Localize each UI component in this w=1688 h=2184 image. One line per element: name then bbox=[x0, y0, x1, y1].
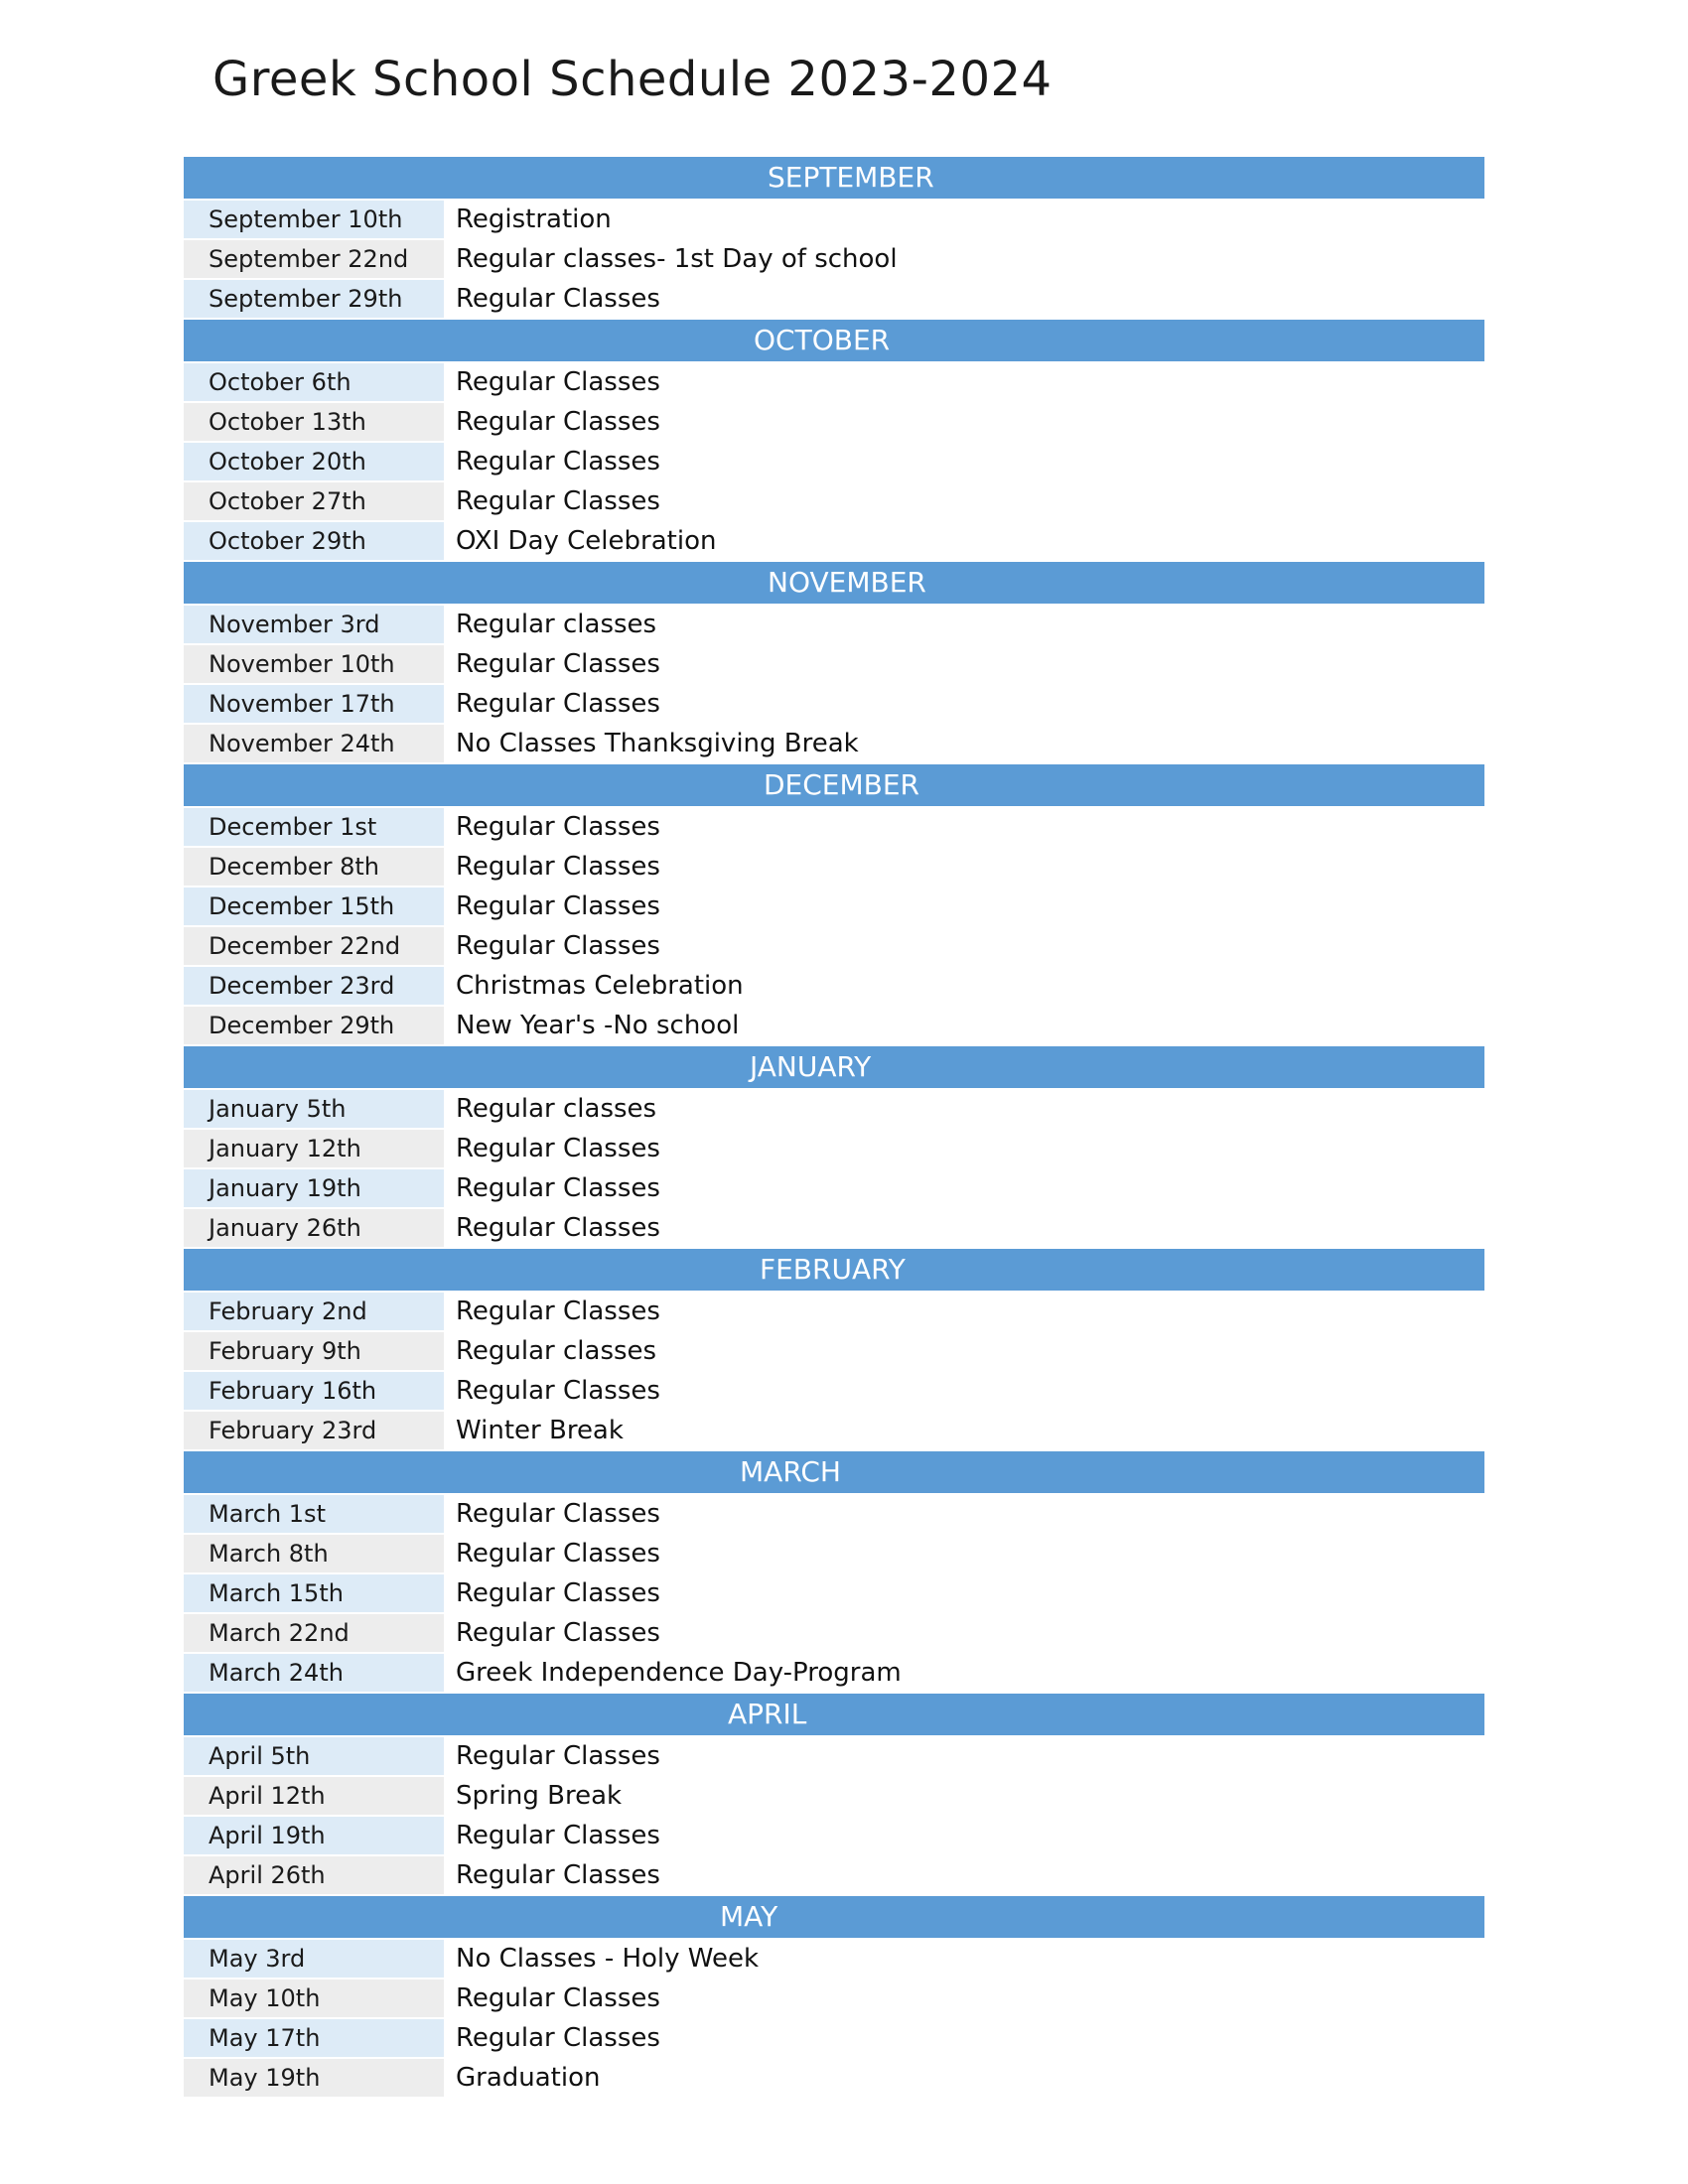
schedule-row bbox=[184, 685, 1484, 723]
event-cell: Regular Classes bbox=[456, 1499, 660, 1529]
schedule-row bbox=[184, 1979, 1484, 2017]
event-cell: Regular Classes bbox=[456, 1297, 660, 1326]
event-cell: Regular Classes bbox=[456, 1860, 660, 1890]
date-cell: May 3rd bbox=[184, 1940, 444, 1978]
date-cell: January 26th bbox=[184, 1209, 444, 1247]
month-name: APRIL bbox=[728, 1698, 807, 1730]
month-section bbox=[184, 1451, 1484, 1692]
month-header bbox=[184, 764, 1484, 806]
event-cell: Regular Classes bbox=[456, 649, 660, 679]
month-name: FEBRUARY bbox=[760, 1253, 906, 1286]
event-cell: Regular Classes bbox=[456, 891, 660, 921]
schedule-row bbox=[184, 1614, 1484, 1652]
schedule-row bbox=[184, 1332, 1484, 1370]
date-cell: January 12th bbox=[184, 1130, 444, 1167]
schedule-row bbox=[184, 363, 1484, 401]
schedule-row bbox=[184, 1777, 1484, 1815]
date-cell: March 1st bbox=[184, 1495, 444, 1533]
date-cell: October 27th bbox=[184, 482, 444, 520]
schedule-row bbox=[184, 1293, 1484, 1330]
schedule-row bbox=[184, 848, 1484, 886]
schedule-row bbox=[184, 1817, 1484, 1854]
month-header bbox=[184, 1249, 1484, 1291]
month-name: MARCH bbox=[740, 1455, 841, 1488]
month-header bbox=[184, 1896, 1484, 1938]
event-cell: Regular Classes bbox=[456, 1539, 660, 1569]
event-cell: Regular Classes bbox=[456, 1134, 660, 1163]
event-cell: Greek Independence Day-Program bbox=[456, 1658, 902, 1688]
month-name: OCTOBER bbox=[754, 324, 891, 356]
schedule-row bbox=[184, 403, 1484, 441]
month-header bbox=[184, 320, 1484, 361]
event-cell: Regular Classes bbox=[456, 1821, 660, 1850]
event-cell: Regular Classes bbox=[456, 486, 660, 516]
event-cell: Regular Classes bbox=[456, 1578, 660, 1608]
event-cell: No Classes Thanksgiving Break bbox=[456, 729, 859, 758]
event-cell: Regular classes bbox=[456, 1336, 657, 1366]
event-cell: Regular classes- 1st Day of school bbox=[456, 244, 898, 274]
schedule-row bbox=[184, 1856, 1484, 1894]
date-cell: February 2nd bbox=[184, 1293, 444, 1330]
month-header bbox=[184, 157, 1484, 199]
date-cell: September 22nd bbox=[184, 240, 444, 278]
event-cell: Winter Break bbox=[456, 1416, 624, 1445]
schedule-row bbox=[184, 443, 1484, 480]
schedule-row bbox=[184, 1737, 1484, 1775]
event-cell: Regular Classes bbox=[456, 1983, 660, 2013]
schedule-row bbox=[184, 967, 1484, 1005]
event-cell: Regular Classes bbox=[456, 852, 660, 882]
event-cell: Regular classes bbox=[456, 610, 657, 639]
event-cell: Regular Classes bbox=[456, 1741, 660, 1771]
month-name: JANUARY bbox=[750, 1050, 872, 1083]
schedule-row bbox=[184, 201, 1484, 238]
event-cell: Regular Classes bbox=[456, 1213, 660, 1243]
event-cell: Graduation bbox=[456, 2063, 601, 2093]
event-cell: Regular Classes bbox=[456, 1618, 660, 1648]
date-cell: October 20th bbox=[184, 443, 444, 480]
schedule-row bbox=[184, 482, 1484, 520]
month-header bbox=[184, 1451, 1484, 1493]
event-cell: Regular classes bbox=[456, 1094, 657, 1124]
month-section bbox=[184, 157, 1484, 318]
date-cell: December 29th bbox=[184, 1007, 444, 1044]
month-section bbox=[184, 1046, 1484, 1247]
event-cell: Registration bbox=[456, 205, 612, 234]
date-cell: September 10th bbox=[184, 201, 444, 238]
month-header bbox=[184, 562, 1484, 604]
date-cell: March 15th bbox=[184, 1574, 444, 1612]
date-cell: December 15th bbox=[184, 887, 444, 925]
schedule-row bbox=[184, 1495, 1484, 1533]
event-cell: No Classes - Holy Week bbox=[456, 1944, 760, 1974]
date-cell: April 26th bbox=[184, 1856, 444, 1894]
schedule-row bbox=[184, 1007, 1484, 1044]
event-cell: Christmas Celebration bbox=[456, 971, 744, 1001]
month-name: DECEMBER bbox=[764, 768, 920, 801]
schedule-row bbox=[184, 927, 1484, 965]
schedule-row bbox=[184, 1372, 1484, 1410]
schedule-row bbox=[184, 1209, 1484, 1247]
event-cell: Regular Classes bbox=[456, 2023, 660, 2053]
date-cell: May 19th bbox=[184, 2059, 444, 2097]
month-section bbox=[184, 320, 1484, 560]
schedule-table bbox=[184, 157, 1484, 2099]
schedule-row bbox=[184, 1090, 1484, 1128]
page-title: Greek School Schedule 2023-2024 bbox=[212, 52, 1053, 107]
event-cell: Spring Break bbox=[456, 1781, 623, 1811]
date-cell: January 5th bbox=[184, 1090, 444, 1128]
event-cell: OXI Day Celebration bbox=[456, 526, 717, 556]
date-cell: November 24th bbox=[184, 725, 444, 762]
schedule-row bbox=[184, 2059, 1484, 2097]
schedule-row bbox=[184, 645, 1484, 683]
schedule-row bbox=[184, 2019, 1484, 2057]
date-cell: November 3rd bbox=[184, 606, 444, 643]
schedule-row bbox=[184, 1535, 1484, 1572]
schedule-row bbox=[184, 808, 1484, 846]
month-section bbox=[184, 562, 1484, 762]
date-cell: December 8th bbox=[184, 848, 444, 886]
schedule-row bbox=[184, 1940, 1484, 1978]
month-name: MAY bbox=[720, 1900, 778, 1933]
event-cell: New Year's -No school bbox=[456, 1011, 740, 1040]
schedule-row bbox=[184, 725, 1484, 762]
date-cell: April 19th bbox=[184, 1817, 444, 1854]
date-cell: January 19th bbox=[184, 1169, 444, 1207]
date-cell: May 10th bbox=[184, 1979, 444, 2017]
date-cell: May 17th bbox=[184, 2019, 444, 2057]
date-cell: February 23rd bbox=[184, 1412, 444, 1449]
date-cell: November 17th bbox=[184, 685, 444, 723]
event-cell: Regular Classes bbox=[456, 447, 660, 477]
month-name: SEPTEMBER bbox=[768, 161, 934, 194]
event-cell: Regular Classes bbox=[456, 284, 660, 314]
month-header bbox=[184, 1694, 1484, 1735]
event-cell: Regular Classes bbox=[456, 689, 660, 719]
schedule-row bbox=[184, 1574, 1484, 1612]
date-cell: March 24th bbox=[184, 1654, 444, 1692]
date-cell: April 5th bbox=[184, 1737, 444, 1775]
date-cell: October 6th bbox=[184, 363, 444, 401]
month-section bbox=[184, 1896, 1484, 2097]
date-cell: March 8th bbox=[184, 1535, 444, 1572]
schedule-row bbox=[184, 1412, 1484, 1449]
schedule-row bbox=[184, 240, 1484, 278]
date-cell: September 29th bbox=[184, 280, 444, 318]
schedule-row bbox=[184, 606, 1484, 643]
event-cell: Regular Classes bbox=[456, 1173, 660, 1203]
schedule-row bbox=[184, 280, 1484, 318]
date-cell: April 12th bbox=[184, 1777, 444, 1815]
date-cell: December 22nd bbox=[184, 927, 444, 965]
schedule-row bbox=[184, 522, 1484, 560]
schedule-row bbox=[184, 1130, 1484, 1167]
month-section bbox=[184, 1694, 1484, 1894]
date-cell: February 16th bbox=[184, 1372, 444, 1410]
schedule-row bbox=[184, 1169, 1484, 1207]
event-cell: Regular Classes bbox=[456, 367, 660, 397]
event-cell: Regular Classes bbox=[456, 1376, 660, 1406]
date-cell: February 9th bbox=[184, 1332, 444, 1370]
event-cell: Regular Classes bbox=[456, 931, 660, 961]
date-cell: October 29th bbox=[184, 522, 444, 560]
month-name: NOVEMBER bbox=[768, 566, 926, 599]
date-cell: December 23rd bbox=[184, 967, 444, 1005]
month-section bbox=[184, 764, 1484, 1044]
month-header bbox=[184, 1046, 1484, 1088]
schedule-row bbox=[184, 1654, 1484, 1692]
event-cell: Regular Classes bbox=[456, 812, 660, 842]
date-cell: March 22nd bbox=[184, 1614, 444, 1652]
date-cell: October 13th bbox=[184, 403, 444, 441]
date-cell: December 1st bbox=[184, 808, 444, 846]
event-cell: Regular Classes bbox=[456, 407, 660, 437]
month-section bbox=[184, 1249, 1484, 1449]
date-cell: November 10th bbox=[184, 645, 444, 683]
schedule-row bbox=[184, 887, 1484, 925]
